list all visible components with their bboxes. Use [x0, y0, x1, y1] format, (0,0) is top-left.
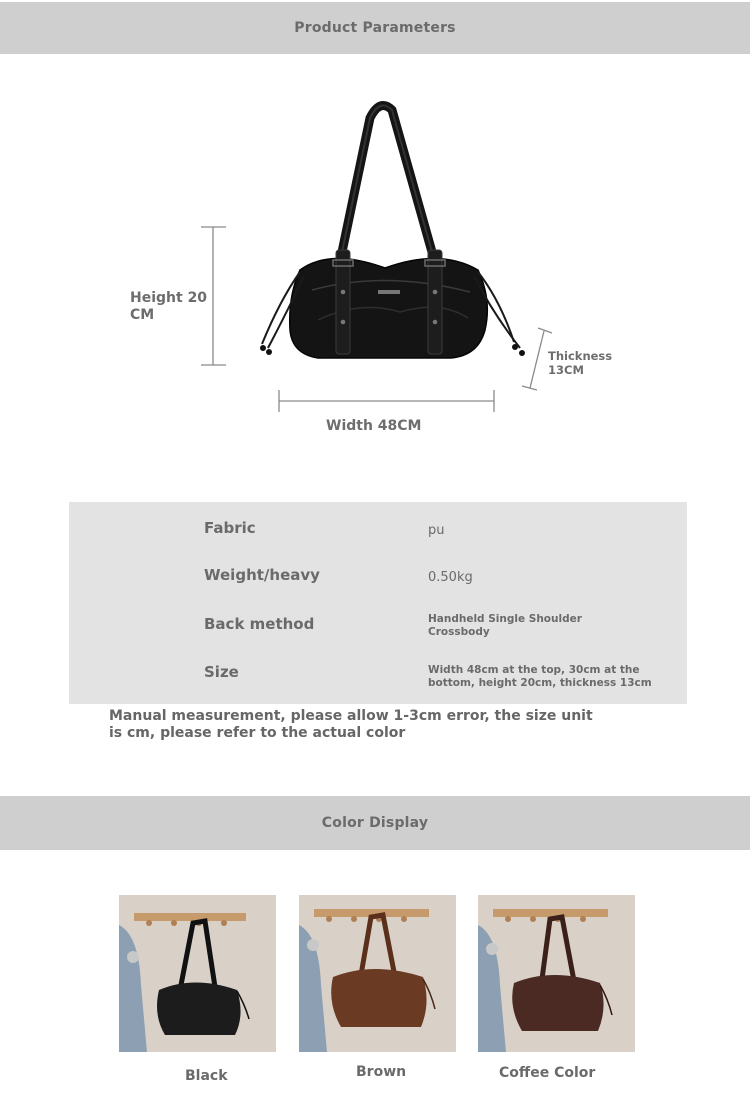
param-value-back-method: Handheld Single Shoulder Crossbody — [428, 613, 582, 638]
coffee-bag-photo — [478, 895, 635, 1052]
param-key-size: Size — [204, 663, 239, 681]
param-value-weight: 0.50kg — [428, 570, 473, 585]
color-label-coffee: Coffee Color — [499, 1065, 596, 1081]
param-key-fabric: Fabric — [204, 519, 256, 537]
bag-body — [290, 258, 488, 358]
color-swatch-coffee[interactable] — [478, 895, 635, 1052]
width-measure-line — [279, 390, 494, 412]
measurement-note: Manual measurement, please allow 1-3cm error, the size unit is cm, please refer to the actual color — [109, 708, 593, 741]
color-label-brown: Brown — [356, 1064, 407, 1080]
color-display-banner — [0, 796, 750, 850]
color-swatch-brown[interactable] — [299, 895, 456, 1052]
thickness-dimension-label: Thickness 13CM — [548, 349, 613, 377]
bag-dimension-illustration — [0, 54, 750, 474]
parameters-table — [69, 502, 687, 704]
brown-bag-photo — [299, 895, 456, 1052]
product-parameters-title: Product Parameters — [294, 20, 456, 36]
param-key-weight: Weight/heavy — [204, 566, 320, 584]
color-swatch-black[interactable] — [119, 895, 276, 1052]
black-bag-photo — [119, 895, 276, 1052]
color-label-black: Black — [185, 1068, 228, 1084]
height-dimension-label: Height 20 CM — [130, 290, 208, 323]
param-value-fabric: pu — [428, 523, 445, 538]
param-key-back-method: Back method — [204, 615, 315, 633]
product-parameters-banner — [0, 2, 750, 54]
color-display-title: Color Display — [321, 815, 429, 831]
width-dimension-label: Width 48CM — [326, 418, 422, 434]
bag-handles — [342, 106, 432, 253]
param-value-size: Width 48cm at the top, 30cm at the bottom, height 20cm, thickness 13cm — [428, 664, 652, 689]
